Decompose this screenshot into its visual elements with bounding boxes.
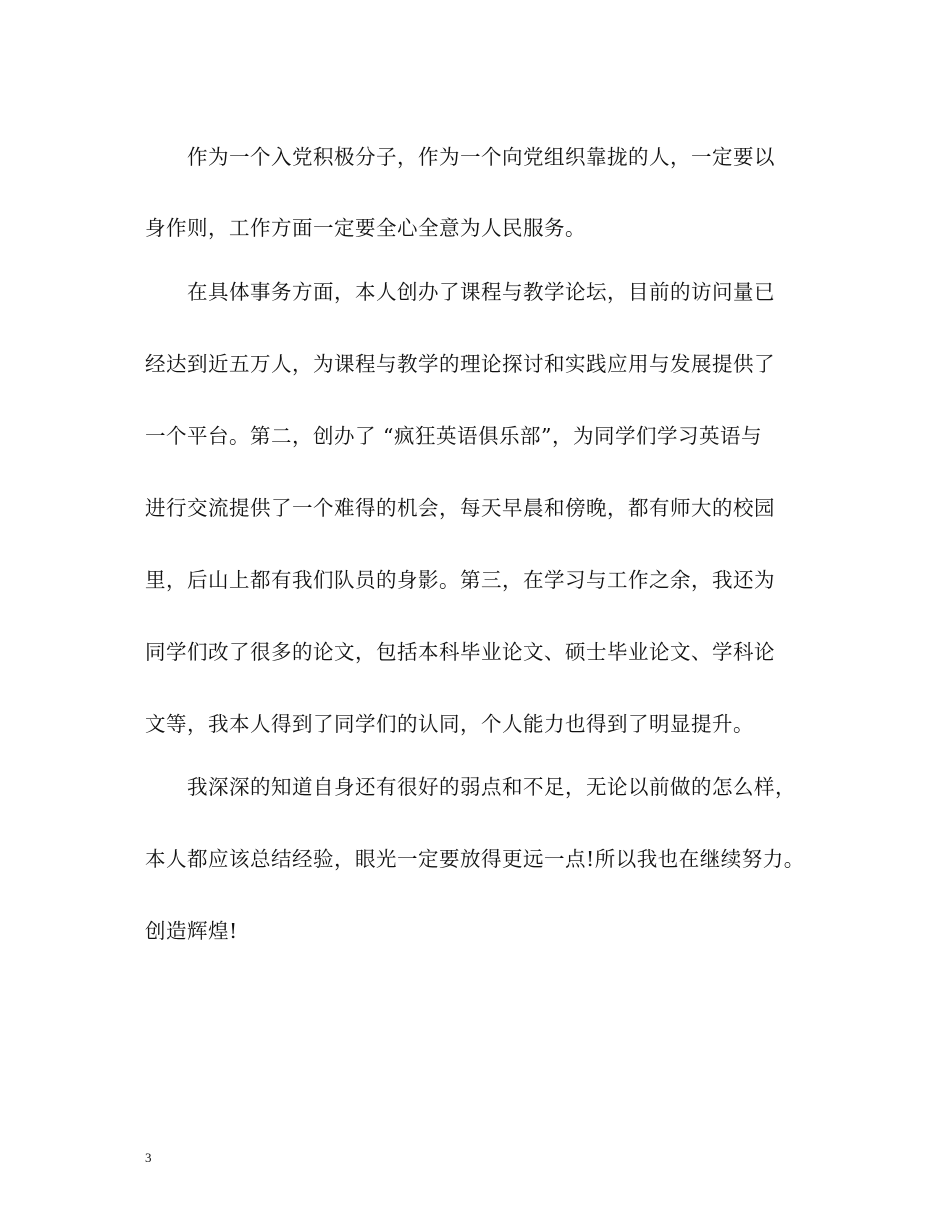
text-line: 同学们改了很多的论文，包括本科毕业论文、硕士毕业论文、学科论 (145, 640, 775, 664)
text-line: 在具体事务方面，本人创办了课程与教学论坛，目前的访问量已 (145, 280, 775, 304)
text-line: 里，后山上都有我们队员的身影。第三，在学习与工作之余，我还为 (145, 568, 775, 592)
text-line: 作为一个入党积极分子，作为一个向党组织靠拢的人，一定要以 (145, 145, 775, 169)
text-line: 创造辉煌! (145, 919, 238, 943)
page-number: 3 (145, 1150, 152, 1165)
text-line: 身作则，工作方面一定要全心全意为人民服务。 (145, 216, 586, 240)
text-line: 进行交流提供了一个难得的机会，每天早晨和傍晚，都有师大的校园 (145, 496, 775, 520)
text-line: 经达到近五万人，为课程与教学的理论探讨和实践应用与发展提供了 (145, 352, 775, 376)
text-line: 本人都应该总结经验，眼光一定要放得更远一点!所以我也在继续努力。 (145, 847, 805, 871)
text-line: 文等，我本人得到了同学们的认同，个人能力也得到了明显提升。 (145, 712, 754, 736)
text-line: 一个平台。第二，创办了 “疯狂英语俱乐部”，为同学们学习英语与 (145, 424, 762, 448)
text-line: 我深深的知道自身还有很好的弱点和不足，无论以前做的怎么样， (145, 775, 796, 799)
